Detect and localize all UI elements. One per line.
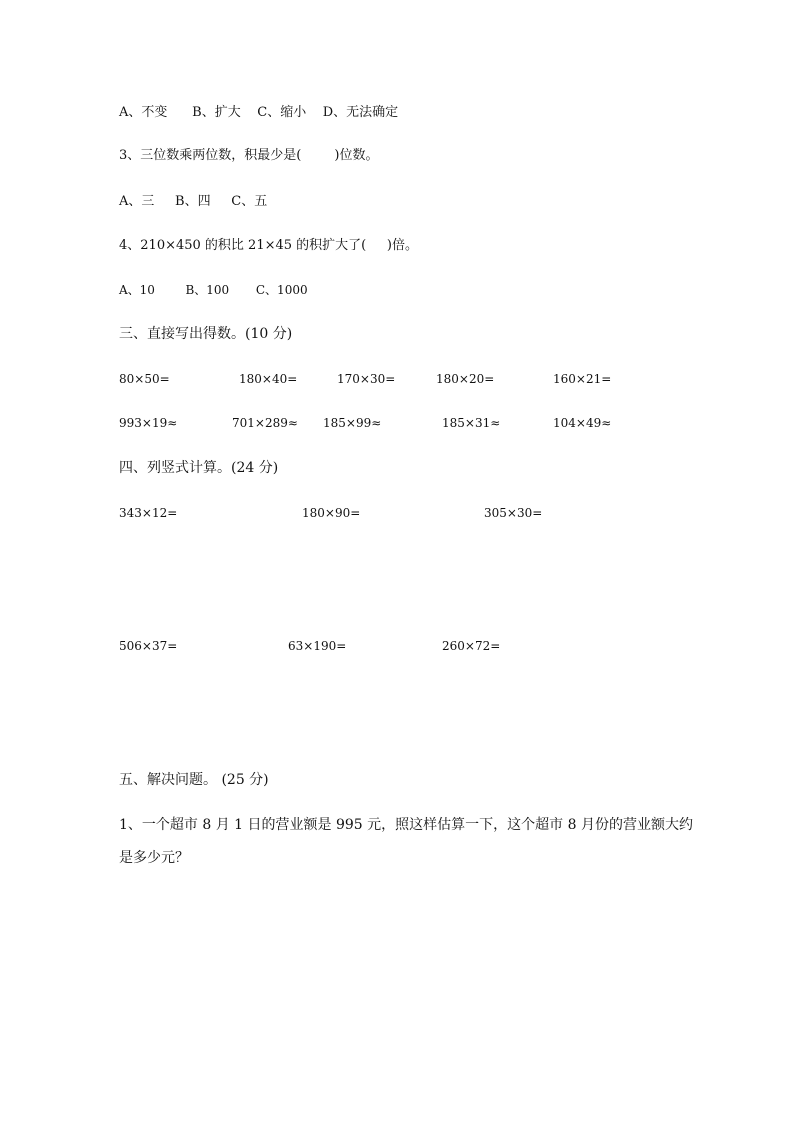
mental-calc-item: 160×21= <box>553 372 612 386</box>
mental-calc-item: 180×20= <box>436 372 495 386</box>
mental-calc-item: 701×289≈ <box>232 416 298 430</box>
section3-title: 三、直接写出得数。(10 分) <box>119 326 293 342</box>
mental-calc-item: 80×50= <box>119 372 170 386</box>
mental-calc-item: 180×40= <box>239 372 298 386</box>
problem1-line2: 是多少元？ <box>119 850 189 866</box>
q2-options: A、不变 B、扩大 C、缩小 D、无法确定 <box>119 105 399 120</box>
mental-calc-item: 993×19≈ <box>119 416 178 430</box>
vertical-calc-item: 305×30= <box>484 506 543 520</box>
q4-options: A、10 B、100 C、1000 <box>119 283 308 297</box>
mental-calc-item: 170×30= <box>337 372 396 386</box>
section5-title: 五、解决问题。 (25 分) <box>119 772 269 788</box>
section4-title: 四、列竖式计算。(24 分) <box>119 460 279 476</box>
mental-calc-item: 185×31≈ <box>442 416 501 430</box>
problem1-line1: 1、一个超市 8 月 1 日的营业额是 995 元，照这样估算一下，这个超市 8 月份的营业额大约 <box>119 817 693 833</box>
mental-calc-item: 104×49≈ <box>553 416 612 430</box>
vertical-calc-item: 343×12= <box>119 506 178 520</box>
vertical-calc-item: 180×90= <box>302 506 361 520</box>
vertical-calc-item: 506×37= <box>119 639 178 653</box>
vertical-calc-item: 63×190= <box>288 639 347 653</box>
q3-question: 3、三位数乘两位数，积最少是( )位数。 <box>119 148 379 163</box>
vertical-calc-item: 260×72= <box>442 639 501 653</box>
mental-calc-item: 185×99≈ <box>323 416 382 430</box>
q3-options: A、三 B、四 C、五 <box>119 194 268 209</box>
q4-question: 4、210×450 的积比 21×45 的积扩大了( )倍。 <box>119 238 418 253</box>
